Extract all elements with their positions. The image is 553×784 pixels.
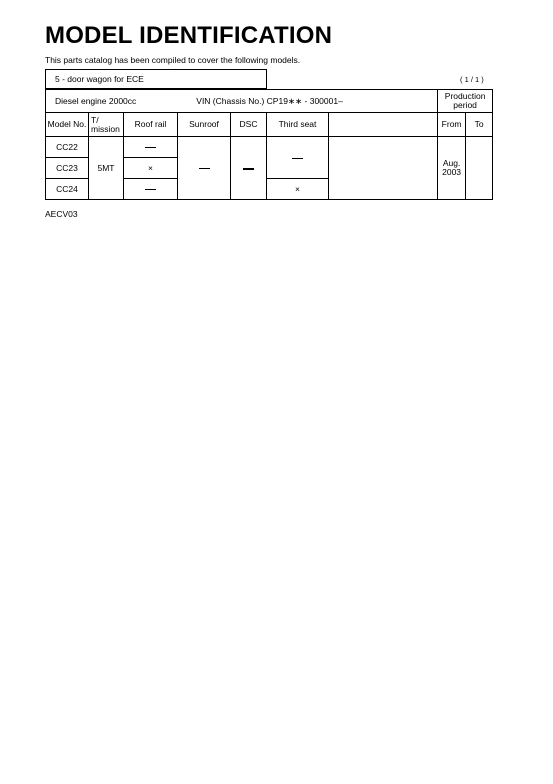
- roof-rail-cell: [124, 137, 178, 158]
- production-period-label: Production period: [444, 91, 486, 110]
- dash-mark: [292, 158, 303, 159]
- roof-rail-cell: [124, 179, 178, 200]
- model-cell: CC24: [46, 179, 89, 200]
- header-blank: [329, 113, 438, 137]
- third-seat-cell: ×: [267, 179, 329, 200]
- header-third-seat: Third seat: [267, 113, 329, 137]
- intro-text: This parts catalog has been compiled to cover the following models.: [45, 55, 301, 65]
- engine-cell: [46, 90, 438, 113]
- vin-label: VIN (Chassis No.) CP19∗∗ - 300001–: [196, 95, 343, 106]
- roof-rail-cell: ×: [124, 158, 178, 179]
- dsc-cell: [231, 137, 267, 200]
- header-to: To: [466, 113, 493, 137]
- transmission-cell: 5MT: [89, 137, 124, 200]
- catalog-code: AECV03: [45, 209, 78, 219]
- dash-mark: [243, 168, 254, 170]
- page-title: MODEL IDENTIFICATION: [45, 22, 333, 49]
- header-transmission: T/ mission: [89, 113, 124, 137]
- column-header-row: [46, 113, 493, 137]
- model-cell: CC22: [46, 137, 89, 158]
- model-cell: CC23: [46, 158, 89, 179]
- header-sunroof: Sunroof: [178, 113, 231, 137]
- from-cell: Aug. 2003: [438, 137, 466, 200]
- engine-label: Diesel engine 2000cc: [55, 95, 137, 106]
- series-box: [45, 69, 267, 89]
- model-identification-table: [45, 89, 493, 200]
- blank-cell: [329, 137, 438, 200]
- dash-mark: [199, 168, 210, 169]
- third-seat-cell: [267, 137, 329, 179]
- header-dsc: DSC: [231, 113, 267, 137]
- dash-mark: [145, 147, 156, 148]
- production-period-header: [438, 90, 493, 113]
- dash-mark: [145, 189, 156, 190]
- page-indicator: ( 1 / 1 ): [460, 75, 484, 84]
- header-from: From: [438, 113, 466, 137]
- series-label: 5 - door wagon for ECE: [55, 74, 144, 84]
- header-roof-rail: Roof rail: [124, 113, 178, 137]
- to-cell: [466, 137, 493, 200]
- table-row: [46, 137, 493, 158]
- sunroof-cell: [178, 137, 231, 200]
- header-model-no: Model No.: [46, 113, 89, 137]
- engine-row: [46, 90, 493, 113]
